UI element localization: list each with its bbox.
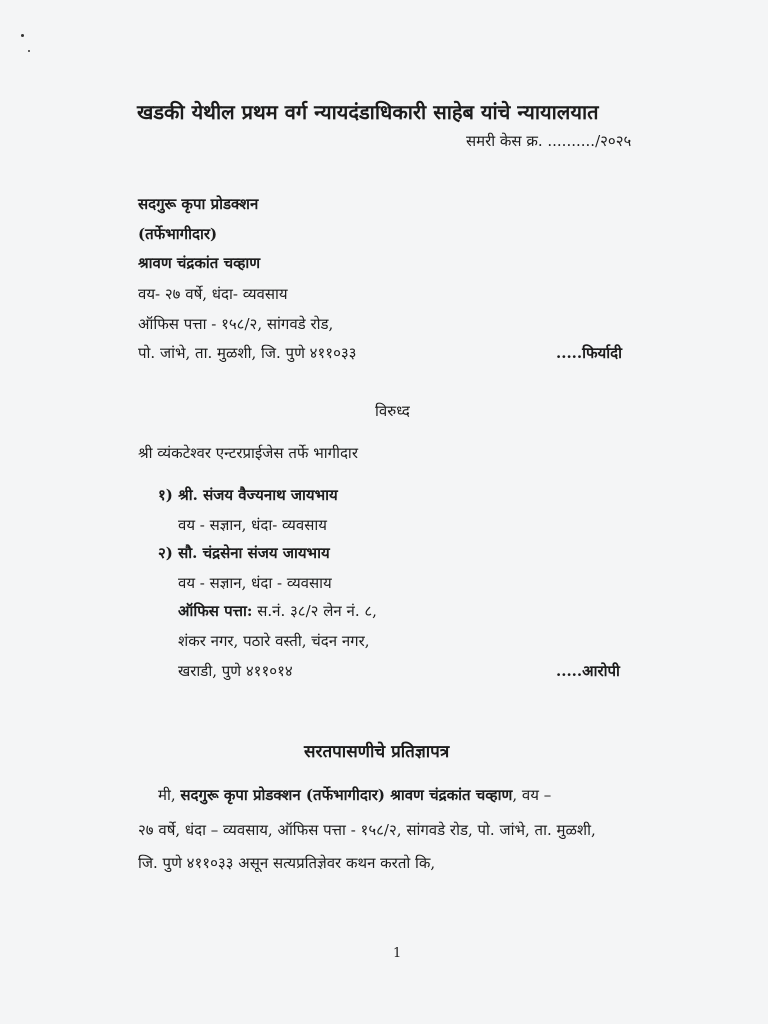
accused-office-address-line3: खराडी, पुणे ४११०१४: [178, 662, 293, 680]
complainant-address-line2: पो. जांभे, ता. मुळशी, जि. पुणे ४११०३३: [138, 344, 357, 362]
office-label: ऑफिस पत्ता:: [178, 602, 253, 620]
affidavit-heading: सरतपासणीचे प्रतिज्ञापत्र: [304, 742, 450, 762]
accused-person1-age: वय - सज्ञान, धंदा- व्यवसाय: [178, 516, 327, 534]
versus-label: विरुध्द: [375, 402, 410, 420]
accused-role: .....आरोपी: [556, 662, 620, 680]
complainant-through: (तर्फेभागीदार): [138, 225, 218, 243]
affidavit-line2: २७ वर्षे, धंदा – व्यवसाय, ऑफिस पत्ता - १५८/२, सांगवडे रोड, पो. जांभे, ता. मुळशी,: [138, 821, 596, 839]
accused-person1-name: १) श्री. संजय वैज्यनाथ जायभाय: [158, 486, 338, 504]
affidavit-line1-end: , वय –: [512, 786, 552, 804]
scan-speck: [28, 50, 30, 52]
complainant-age-occupation: वय- २७ वर्षे, धंदा- व्यवसाय: [138, 285, 288, 303]
complainant-role: .....फिर्यादी: [556, 344, 622, 362]
accused-firm: श्री व्यंकटेश्वर एन्टरप्राईजेस तर्फे भागीदार: [138, 444, 358, 462]
scan-speck: [21, 34, 24, 37]
complainant-firm: सदगुरू कृपा प्रोडक्शन: [138, 195, 259, 213]
office-line1: स.नं. ३८/२ लेन नं. ८,: [252, 602, 377, 620]
accused-person2-name: २) सौ. चंद्रसेना संजय जायभाय: [158, 544, 330, 562]
page-number: 1: [393, 946, 402, 961]
accused-office-address-line2: शंकर नगर, पठारे वस्ती, चंदन नगर,: [178, 632, 370, 650]
court-title: खडकी येथील प्रथम वर्ग न्यायदंडाधिकारी साहेब यांचे न्यायालयात: [137, 100, 599, 124]
complainant-name: श्रावण चंद्रकांत चव्हाण: [138, 254, 261, 272]
complainant-address-line1: ऑफिस पत्ता - १५८/२, सांगवडे रोड,: [138, 315, 334, 333]
affidavit-line1: [158, 785, 551, 805]
affidavit-line3: जि. पुणे ४११०३३ असून सत्यप्रतिज्ञेवर कथन करतो कि,: [138, 854, 436, 872]
accused-person2-age: वय - सज्ञान, धंदा - व्यवसाय: [178, 574, 332, 592]
affidavit-line1-start: मी,: [158, 786, 181, 804]
accused-office-address-line1: [178, 601, 377, 621]
affidavit-deponent: सदगुरू कृपा प्रोडक्शन (तर्फेभागीदार) श्रावण चंद्रकांत चव्हाण: [180, 786, 513, 804]
case-number: समरी केस क्र. ........../२०२५: [466, 132, 632, 150]
